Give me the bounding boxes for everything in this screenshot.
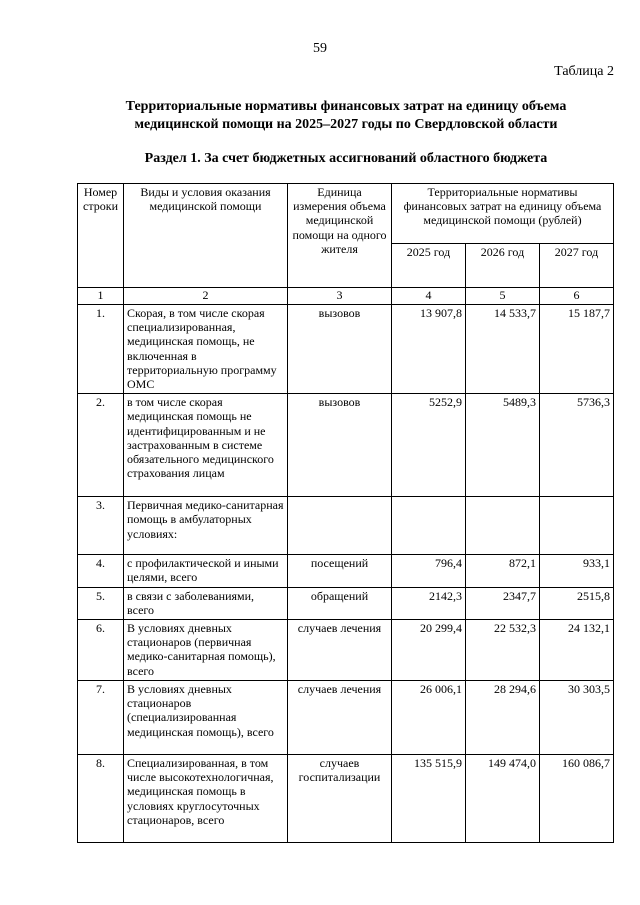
row-value-2026: 22 532,3: [466, 620, 540, 681]
page-number: 59: [313, 41, 327, 56]
header-norms: Территориальные нормативы финансовых затрат на единицу объема медицинской помощи (рублей): [392, 184, 614, 244]
row-number: 7.: [78, 681, 124, 755]
table-row: [78, 681, 614, 755]
column-numbers-row: [78, 288, 614, 305]
row-value-2025: 26 006,1: [392, 681, 466, 755]
row-kind: в связи с заболеваниями, всего: [124, 587, 288, 619]
row-number: 4.: [78, 555, 124, 587]
column-number: 4: [392, 288, 466, 305]
row-kind: Первичная медико-санитарная помощь в амбулаторных условиях:: [124, 497, 288, 555]
column-number: 2: [124, 288, 288, 305]
row-unit: [288, 497, 392, 555]
row-unit: вызовов: [288, 305, 392, 394]
column-number: 1: [78, 288, 124, 305]
column-number: 6: [540, 288, 614, 305]
header-year-2026: 2026 год: [466, 244, 540, 288]
document-title: [60, 98, 632, 134]
row-value-2026: 2347,7: [466, 587, 540, 619]
header-year-2025: 2025 год: [392, 244, 466, 288]
row-value-2027: 24 132,1: [540, 620, 614, 681]
row-unit: посещений: [288, 555, 392, 587]
row-value-2025: 5252,9: [392, 394, 466, 497]
row-unit: вызовов: [288, 394, 392, 497]
row-kind: Скорая, в том числе скорая специализированная, медицинская помощь, не включенная в территориальную программу ОМС: [124, 305, 288, 394]
row-unit: случаев лечения: [288, 681, 392, 755]
row-value-2027: 933,1: [540, 555, 614, 587]
table-row: [78, 394, 614, 497]
column-number: 3: [288, 288, 392, 305]
table-label: Таблица 2: [554, 64, 614, 79]
header-year-2027: 2027 год: [540, 244, 614, 288]
table-row: [78, 497, 614, 555]
row-value-2026: 872,1: [466, 555, 540, 587]
row-value-2025: 20 299,4: [392, 620, 466, 681]
table-row: [78, 620, 614, 681]
row-value-2025: [392, 497, 466, 555]
row-value-2025: 796,4: [392, 555, 466, 587]
header-row-number: Номер строки: [78, 184, 124, 288]
table-row: [78, 587, 614, 619]
table-row: [78, 305, 614, 394]
row-value-2025: 135 515,9: [392, 755, 466, 843]
row-value-2026: 28 294,6: [466, 681, 540, 755]
row-number: 5.: [78, 587, 124, 619]
section-title: Раздел 1. За счет бюджетных ассигнований областного бюджета: [144, 151, 548, 166]
row-value-2027: 15 187,7: [540, 305, 614, 394]
row-unit: случаев лечения: [288, 620, 392, 681]
row-value-2026: 14 533,7: [466, 305, 540, 394]
column-number: 5: [466, 288, 540, 305]
row-value-2027: [540, 497, 614, 555]
row-kind: в том числе скорая медицинская помощь не идентифицированным и не застрахованным в системе обязательного медицинского страхования лицам: [124, 394, 288, 497]
row-value-2026: 149 474,0: [466, 755, 540, 843]
row-number: 3.: [78, 497, 124, 555]
header-row-1: [78, 184, 614, 244]
row-number: 8.: [78, 755, 124, 843]
row-value-2027: 160 086,7: [540, 755, 614, 843]
document-title-line2: медицинской помощи на 2025–2027 годы по Свердловской области: [134, 117, 558, 132]
header-unit: Единица измерения объема медицинской помощи на одного жителя: [288, 184, 392, 288]
row-value-2025: 2142,3: [392, 587, 466, 619]
row-value-2025: 13 907,8: [392, 305, 466, 394]
row-value-2027: 30 303,5: [540, 681, 614, 755]
table-row: [78, 755, 614, 843]
row-unit: случаев госпитализации: [288, 755, 392, 843]
norms-table: [77, 183, 614, 843]
row-kind: Специализированная, в том числе высокотехнологичная, медицинская помощь в условиях круглосуточных стационаров, всего: [124, 755, 288, 843]
row-value-2026: [466, 497, 540, 555]
table-row: [78, 555, 614, 587]
row-number: 6.: [78, 620, 124, 681]
row-kind: В условиях дневных стационаров (специализированная медицинская помощь), всего: [124, 681, 288, 755]
row-value-2027: 5736,3: [540, 394, 614, 497]
row-value-2026: 5489,3: [466, 394, 540, 497]
row-number: 2.: [78, 394, 124, 497]
row-unit: обращений: [288, 587, 392, 619]
row-kind: В условиях дневных стационаров (первичная медико-санитарная помощь), всего: [124, 620, 288, 681]
header-kinds: Виды и условия оказания медицинской помощи: [124, 184, 288, 288]
row-number: 1.: [78, 305, 124, 394]
document-title-line1: Территориальные нормативы финансовых затрат на единицу объема: [125, 99, 567, 114]
row-kind: с профилактической и иными целями, всего: [124, 555, 288, 587]
row-value-2027: 2515,8: [540, 587, 614, 619]
